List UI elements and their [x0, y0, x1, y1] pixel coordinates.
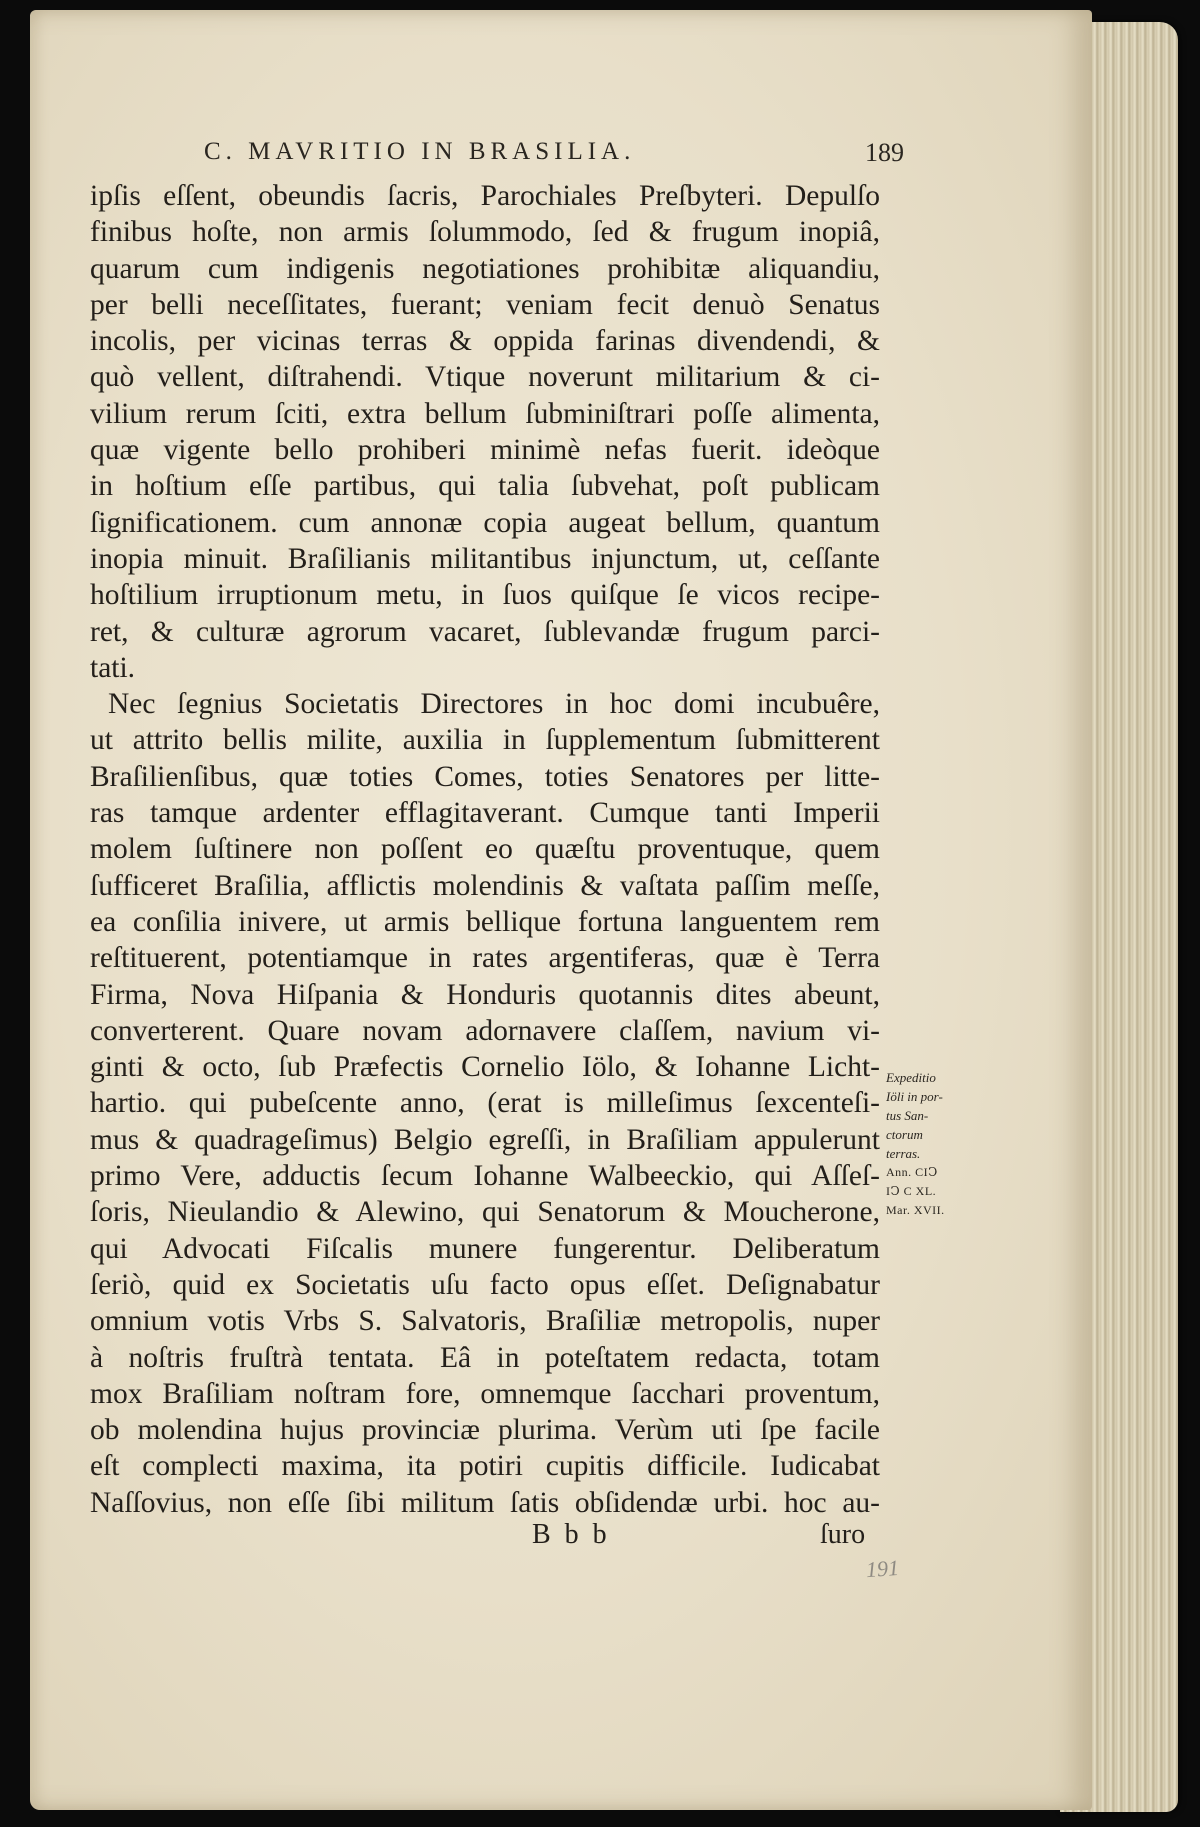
margin-note-line: terras.: [886, 1146, 921, 1161]
text-line: finibus hoſte, non armis ſolummodo, ſed & frugum inopiâ,: [90, 216, 880, 249]
text-line: tati.: [90, 651, 136, 684]
text-line: omnium votis Vrbs S. Salvatoris, Braſiliæ metropolis, nuper: [90, 1305, 880, 1338]
text-line: Naſſovius, non eſſe ſibi militum ſatis obſidendæ urbi. hoc au-: [90, 1486, 880, 1519]
text-line: reſtituerent, potentiamque in rates argentiferas, quæ è Terra: [90, 942, 880, 975]
margin-note: [886, 1068, 958, 1220]
text-line: incolis, per vicinas terras & oppida farinas divendendi, &: [90, 325, 880, 358]
catchword: ſuro: [820, 1519, 866, 1550]
signature-mark: Bbb: [532, 1519, 621, 1550]
text-line: à noſtris fruſtrà tentata. Eâ in poteſtatem redacta, totam: [90, 1341, 880, 1374]
text-line: qui Advocati Fiſcalis munere fungerentur. Deliberatum: [90, 1232, 880, 1265]
margin-note-date: IↃ C XL.: [886, 1184, 937, 1198]
paragraph-start-line: Nec ſegnius Societatis Directores in hoc domi incubuêre,: [108, 688, 880, 721]
text-line: hoſtilium irruptionum metu, in ſuos quiſque ſe vicos recipe-: [90, 579, 880, 612]
margin-note-line: Expeditio: [886, 1070, 936, 1085]
text-line: eſt complecti maxima, ita potiri cupitis difficile. Iudicabat: [90, 1450, 880, 1483]
text-line: mox Braſiliam noſtram fore, omnemque ſacchari proventum,: [90, 1377, 880, 1410]
text-line: Firma, Nova Hiſpania & Honduris quotannis dites abeunt,: [90, 978, 880, 1011]
margin-note-line: tus San-: [886, 1108, 929, 1123]
text-line: per belli neceſſitates, fuerant; veniam fecit denuò Senatus: [90, 288, 880, 321]
text-line: ſignificationem. cum annonæ copia augeat bellum, quantum: [90, 506, 880, 539]
text-line: hartio. qui pubeſcente anno, (erat is milleſimus ſexcenteſi-: [90, 1087, 880, 1120]
margin-note-line: Iöli in por-: [886, 1089, 943, 1104]
text-line: ſufficeret Braſilia, afflictis molendinis & vaſtata paſſim meſſe,: [90, 869, 880, 902]
text-line: primo Vere, adductis ſecum Iohanne Walbeeckio, qui Aſſeſ-: [90, 1160, 880, 1193]
running-head: [204, 138, 904, 170]
running-title: C. MAVRITIO IN BRASILIA.: [204, 138, 636, 165]
text-line: ret, & culturæ agrorum vacaret, ſublevandæ frugum parci-: [90, 615, 880, 648]
text-line: ipſis eſſent, obeundis ſacris, Parochiales Preſbyteri. Depulſo: [90, 180, 880, 212]
text-line: converterent. Quare novam adornavere claſſem, navium vi-: [90, 1014, 880, 1047]
text-line: ras tamque ardenter efflagitaverant. Cumque tanti Imperii: [90, 797, 880, 830]
text-line: ſeriò, quid ex Societatis uſu facto opus eſſet. Deſignabatur: [90, 1268, 880, 1301]
text-line: quò vellent, diſtrahendi. Vtique noverunt militarium & ci-: [90, 361, 880, 394]
text-line: ob molendina hujus provinciæ plurima. Verùm uti ſpe facile: [90, 1414, 880, 1447]
text-line: Braſilienſibus, quæ toties Comes, toties Senatores per litte-: [90, 760, 880, 793]
margin-note-date: Mar. XVII.: [886, 1203, 945, 1217]
text-line: ſoris, Nieulandio & Alewino, qui Senatorum & Moucherone,: [90, 1196, 880, 1229]
text-line: quæ vigente bello prohiberi minimè nefas fuerit. ideòque: [90, 434, 880, 467]
text-line: mus & quadrageſimus) Belgio egreſſi, in Braſiliam appulerunt: [90, 1123, 880, 1156]
margin-note-date: Ann. CIↃ: [886, 1165, 938, 1179]
text-line: vilium rerum ſciti, extra bellum ſubminiſtrari poſſe alimenta,: [90, 397, 880, 430]
text-line: molem ſuſtinere non poſſent eo quæſtu proventuque, quem: [90, 833, 880, 866]
page-number: 189: [865, 138, 904, 167]
margin-note-line: ctorum: [886, 1127, 923, 1142]
text-line: ut attrito bellis milite, auxilia in ſupplementum ſubmitterent: [90, 724, 880, 757]
body-text: [90, 178, 880, 1521]
text-line: in hoſtium eſſe partibus, qui talia ſubvehat, poſt publicam: [90, 470, 880, 503]
text-line: ginti & octo, ſub Præfectis Cornelio Iölo, & Iohanne Licht-: [90, 1051, 880, 1084]
pencil-annotation: 191: [865, 1554, 900, 1583]
text-line: quarum cum indigenis negotiationes prohibitæ aliquandiu,: [90, 252, 880, 285]
text-line: ea conſilia inivere, ut armis bellique fortuna languentem rem: [90, 905, 880, 938]
text-line: inopia minuit. Braſilianis militantibus injunctum, ut, ceſſante: [90, 542, 880, 575]
